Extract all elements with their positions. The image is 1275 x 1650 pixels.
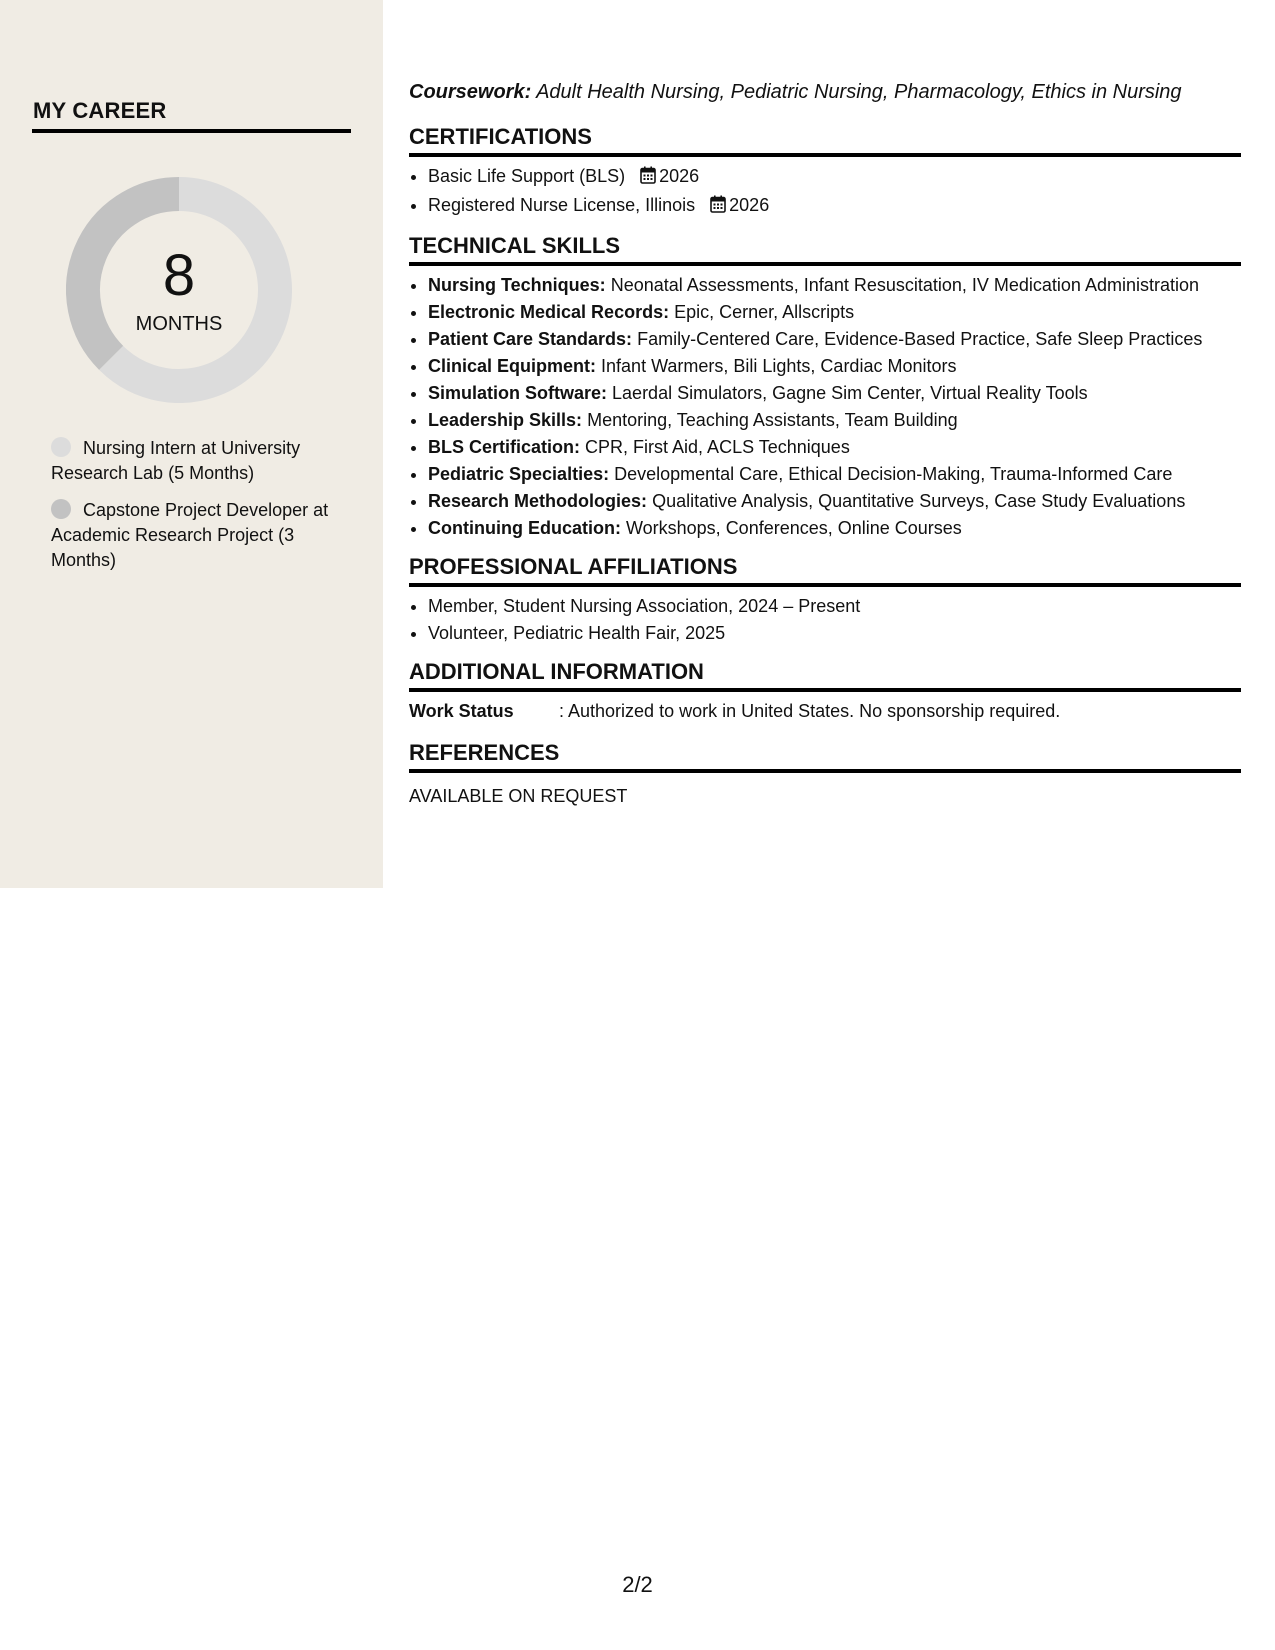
page-number: 2/2 [622, 1572, 653, 1597]
references-text: AVAILABLE ON REQUEST [409, 786, 628, 806]
skill-text: Epic, Cerner, Allscripts [674, 302, 855, 322]
certification-name: Basic Life Support (BLS) [428, 166, 626, 186]
skill-label: Leadership Skills: [428, 410, 583, 430]
career-donut-chart [66, 177, 292, 403]
legend-label: Nursing Intern at University Research Lab (5 Months) [51, 438, 301, 483]
list-item: • Member, Student Nursing Association, 2024 – Present [428, 593, 1241, 620]
coursework-text: Adult Health Nursing, Pediatric Nursing, Pharmacology, Ethics in Nursing [536, 81, 1182, 103]
skill-text: Family-Centered Care, Evidence-Based Practice, Safe Sleep Practices [637, 329, 1203, 349]
skill-label: Continuing Education: [428, 518, 621, 538]
legend-dot [51, 437, 71, 457]
skill-label: Clinical Equipment: [428, 356, 597, 376]
career-title: MY CAREER [33, 98, 167, 123]
legend-item [51, 498, 341, 573]
skill-text: Mentoring, Teaching Assistants, Team Building [587, 410, 958, 430]
skill-label: Patient Care Standards: [428, 329, 633, 349]
legend-item [51, 436, 341, 486]
coursework-label: Coursework: [409, 81, 532, 103]
certification-name: Registered Nurse License, Illinois [428, 195, 696, 215]
skill-text: Workshops, Conferences, Online Courses [625, 518, 962, 538]
skill-text: CPR, First Aid, ACLS Techniques [585, 437, 850, 457]
additional-info-heading: ADDITIONAL INFORMATION [409, 659, 1241, 692]
skill-label: Electronic Medical Records: [428, 302, 670, 322]
certifications-list [409, 163, 1241, 221]
skill-text: Developmental Care, Ethical Decision-Making, Trauma-Informed Care [614, 464, 1173, 484]
skill-label: Nursing Techniques: [428, 275, 606, 295]
list-item [428, 515, 1241, 542]
legend-label: Capstone Project Developer at Academic Research Project (3 Months) [51, 500, 329, 570]
technical-skills-heading: TECHNICAL SKILLS [409, 233, 1241, 266]
list-item [428, 461, 1241, 488]
main-content [409, 78, 1241, 809]
certification-year: 2026 [659, 166, 700, 186]
list-item [428, 163, 1241, 192]
list-item: • Volunteer, Pediatric Health Fair, 2025 [428, 620, 1241, 647]
list-item [428, 380, 1241, 407]
list-item [428, 353, 1241, 380]
list-item [428, 326, 1241, 353]
work-status-label: Work Status [409, 701, 514, 721]
skill-text: Infant Warmers, Bili Lights, Cardiac Monitors [601, 356, 957, 376]
skill-label: Research Methodologies: [428, 491, 648, 511]
certification-year: 2026 [729, 195, 770, 215]
legend-dot [51, 499, 71, 519]
coursework [409, 78, 1241, 106]
affiliations-heading: PROFESSIONAL AFFILIATIONS [409, 554, 1241, 587]
list-item [428, 299, 1241, 326]
career-legend [51, 436, 341, 585]
total-months-unit: MONTHS [135, 313, 223, 335]
calendar-icon [710, 194, 726, 221]
skill-text: Qualitative Analysis, Quantitative Surveys, Case Study Evaluations [652, 491, 1186, 511]
list-item [428, 488, 1241, 515]
affiliations-list [409, 593, 1241, 647]
skill-text: Neonatal Assessments, Infant Resuscitation, IV Medication Administration [610, 275, 1199, 295]
technical-skills-list [409, 272, 1241, 542]
work-status-row [409, 698, 1241, 724]
calendar-icon [640, 165, 656, 192]
list-item [428, 272, 1241, 299]
skill-label: BLS Certification: [428, 437, 581, 457]
list-item [428, 407, 1241, 434]
skill-text: Laerdal Simulators, Gagne Sim Center, Virtual Reality Tools [612, 383, 1088, 403]
list-item [428, 434, 1241, 461]
work-status-value: : Authorized to work in United States. No sponsorship required. [559, 701, 1061, 721]
sidebar [0, 0, 383, 888]
certifications-heading: CERTIFICATIONS [409, 124, 1241, 157]
list-item [428, 192, 1241, 221]
skill-label: Simulation Software: [428, 383, 608, 403]
career-title-rule [32, 129, 351, 133]
total-months-value: 8 [162, 243, 196, 308]
references-heading: REFERENCES [409, 740, 1241, 773]
skill-label: Pediatric Specialties: [428, 464, 610, 484]
